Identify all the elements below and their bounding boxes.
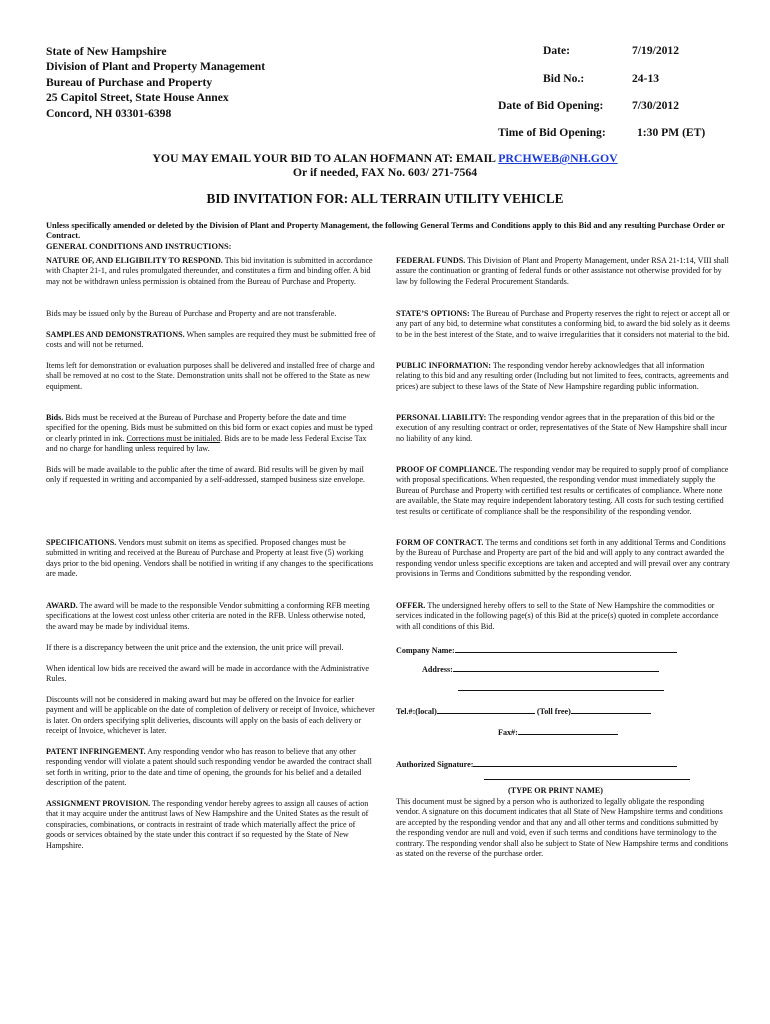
- bids-heading: Bids.: [46, 413, 64, 422]
- samples-text: When samples are required they must be submitted free of costs and will not be returned.: [46, 330, 376, 350]
- patent-text: Any responding vendor who has reason to believe that any other responding vendor will violate a patent should such responding vendor be awarded the contract shall set forth in writing, prior to the date and time of opening, the grounds for his belief and a detailed description of the patent.: [46, 747, 372, 788]
- assignment-section: [46, 799, 376, 851]
- fax-line-input[interactable]: [518, 726, 618, 735]
- general-conditions-heading: GENERAL CONDITIONS AND INSTRUCTIONS:: [46, 241, 232, 251]
- samples-section: [46, 330, 376, 351]
- identical-bids-text: When identical low bids are received the award will be made in accordance with the Administrative Rules.: [46, 664, 369, 684]
- agency-line-state: State of New Hampshire: [46, 45, 167, 58]
- company-name-label: Company Name:: [396, 646, 455, 655]
- award-heading: AWARD.: [46, 601, 78, 610]
- tel-local-label: Tel.#:(local): [396, 707, 437, 716]
- bids-issued-text: Bids may be issued only by the Bureau of Purchase and Property and are not transferable.: [46, 309, 337, 318]
- fax-field[interactable]: [498, 726, 618, 737]
- personal-liability-section: [396, 413, 730, 444]
- tel-tollfree-line[interactable]: [571, 705, 651, 714]
- form-of-contract-heading: FORM OF CONTRACT.: [396, 538, 484, 547]
- federal-funds-text: This Division of Plant and Property Management, under RSA 21-1:14, VIII shall assure the continuation or granting of federal funds or other assistance not otherwise provided for by law by following the Federal Procurement Standards.: [396, 256, 729, 286]
- bids-text-2: . Bids are to be made less Federal Excise Tax and no charge for handling unless required by law.: [46, 433, 367, 454]
- personal-liability-heading: PERSONAL LIABILITY:: [396, 413, 487, 422]
- assignment-heading: ASSIGNMENT PROVISION.: [46, 799, 151, 808]
- tel-tollfree-label: (Toll free): [536, 707, 571, 716]
- authorized-signature-label: Authorized Signature:: [396, 760, 474, 769]
- bid-opening-time-label: Time of Bid Opening:: [498, 126, 606, 139]
- authorized-signature-line[interactable]: [473, 758, 677, 767]
- email-instruction-text: YOU MAY EMAIL YOUR BID TO ALAN HOFMANN AT: EMAIL: [152, 151, 499, 165]
- bid-opening-time-value: 1:30 PM (ET): [637, 126, 706, 139]
- email-instruction: [0, 151, 770, 166]
- authorized-signature-field[interactable]: [396, 758, 677, 769]
- nature-text: This bid invitation is submitted in accordance with Chapter 21-1, and rules promulgated thereunder, and constitutes a firm and binding offer. A bid may not be withdrawn unless permission is obtained from the Bureau of Purchase and Property.: [46, 256, 373, 286]
- bid-opening-date-value: 7/30/2012: [632, 99, 680, 112]
- public-information-heading: PUBLIC INFORMATION:: [396, 361, 491, 370]
- bids-corrections-text: Corrections must be initialed: [126, 433, 221, 443]
- form-of-contract-text: The terms and conditions set forth in any additional Terms and Conditions by the Bureau of Purchase and Property are part of the bid and will apply to any contract awarded the responding vendor unless specific exceptions are taken and accepted and will prevail over any contrary provisions in Terms and Conditions submitted by the responding vendor.: [396, 538, 730, 579]
- date-label: Date:: [543, 44, 571, 57]
- proof-of-compliance-heading: PROOF OF COMPLIANCE.: [396, 465, 498, 474]
- items-left-text: Items left for demonstration or evaluation purposes shall be delivered and installed free of charge and shall be removed at no cost to the State. Demonstration units shall not be offered to the State as new equipment.: [46, 361, 375, 391]
- patent-section: [46, 747, 376, 789]
- signature-notice-text: This document must be signed by a person who is authorized to legally obligate the responding vendor. A signature on this document indicates that all State of New Hampshire terms and conditions are accepted by the responding vendor and that any and all other terms and conditions submitted by the responding vendor are null and void, even if such terms and conditions have terminology to the contrary. The responding vendor shall also be subject to State of New Hampshire terms and conditions as stated on the reverse of the purchase order.: [396, 797, 728, 859]
- specifications-heading: SPECIFICATIONS.: [46, 538, 117, 547]
- address-line-1[interactable]: [453, 663, 659, 672]
- printed-name-line[interactable]: [484, 779, 690, 780]
- general-notice: [46, 221, 734, 252]
- notice-text: Unless specifically amended or deleted by the Division of Plant and Property Management, the following General Terms and Conditions apply to this Bid and any resulting Purchase Order or Contract.: [46, 221, 725, 241]
- offer-text: The undersigned hereby offers to sell to the State of New Hampshire the commodities or services indicated in the following page(s) of this Bid at the price(s) quoted in complete accordance with all conditions of this Bid.: [396, 601, 719, 631]
- assignment-text: The responding vendor hereby agrees to assign all causes of action that it may acquire under the antitrust laws of New Hampshire and the United States as the result of conspiracies, combinations, or contracts in restraint of trade which materially affect the price of goods or services obtained by the state under this contract if so requested by the State of New Hampshire.: [46, 799, 369, 850]
- specifications-text: Vendors must submit on items as specified. Proposed changes must be submitted in writing and received at the Bureau of Purchase and Property at least five (5) working days prior to the bid opening. Vendors shall be notified in writing if any changes to the specifications are made.: [46, 538, 374, 579]
- offer-heading: OFFER.: [396, 601, 426, 610]
- company-name-field[interactable]: [396, 644, 677, 655]
- award-section: [46, 601, 376, 632]
- agency-line-street: 25 Capitol Street, State House Annex: [46, 91, 229, 105]
- specifications-section: [46, 538, 376, 580]
- agency-line-division: Division of Plant and Property Management: [46, 60, 266, 74]
- agency-address: [46, 44, 265, 121]
- type-print-name-label: (TYPE OR PRINT NAME): [508, 786, 603, 795]
- offer-section: [396, 601, 730, 632]
- bid-no-value: 24-13: [632, 72, 660, 85]
- address-field[interactable]: [422, 663, 659, 674]
- states-options-section: [396, 309, 730, 340]
- personal-liability-text: The responding vendor agrees that in the preparation of this bid or the execution of any resulting contract or order, representatives of the State of New Hampshire shall incur no liability of any kind.: [396, 413, 727, 443]
- address-line-2[interactable]: [458, 690, 664, 691]
- form-of-contract-section: [396, 538, 730, 580]
- telephone-field[interactable]: [396, 705, 651, 716]
- bid-no-label: Bid No.:: [543, 72, 585, 85]
- federal-funds-heading: FEDERAL FUNDS.: [396, 256, 466, 265]
- agency-line-city: Concord, NH 03301-6398: [46, 106, 172, 120]
- discounts-text: Discounts will not be considered in making award but may be offered on the Invoice for earlier payment and will be applicable on the date of completion of delivery or receipt of Invoice, whichever is later. On orders specifying split deliveries, discounts will apply on the basis of each delivery or receipt of Invoice, whichever is later.: [46, 695, 375, 736]
- bid-opening-date-label: Date of Bid Opening:: [498, 99, 604, 112]
- bids-public-text: Bids will be made available to the public after the time of award. Bid results will be given by mail only if requested in writing and accompanied by a self-addressed, stamped business size envelope.: [46, 465, 365, 485]
- public-information-text: The responding vendor hereby acknowledges that all information relating to this bid and any resulting order (Including but not limited to fees, contracts, agreements and prices) are subject to these laws of the State of New Hampshire regarding public information.: [396, 361, 729, 391]
- nature-heading: NATURE OF, AND ELIGIBILITY TO RESPOND.: [46, 256, 223, 265]
- fax-label: Fax#:: [498, 728, 518, 737]
- tel-local-line[interactable]: [437, 705, 535, 714]
- federal-funds-section: [396, 256, 730, 287]
- fax-line: Or if needed, FAX No. 603/ 271-7564: [292, 165, 478, 179]
- date-value: 7/19/2012: [632, 44, 680, 57]
- proof-of-compliance-section: [396, 465, 730, 517]
- public-information-section: [396, 361, 730, 392]
- proof-of-compliance-text: The responding vendor may be required to supply proof of compliance with proposal specifications. When requested, the responding vendor must immediately supply the Bureau of Purchase and Property with certified test results or certificates of compliance. Where none are available, the State may require independent laboratory testing. All costs for such testing certified test results or certificate of compliance shall be the responsibility of the responding vendor.: [396, 465, 729, 516]
- award-text: The award will be made to the responsible Vendor submitting a conforming RFB meeting specifications at the lowest cost unless other criteria are noted in the RFB. Unless otherwise noted, the award may be made by individual items.: [46, 601, 370, 631]
- agency-line-bureau: Bureau of Purchase and Property: [46, 75, 213, 89]
- bids-section: [46, 413, 376, 455]
- discrepancy-text: If there is a discrepancy between the unit price and the extension, the unit price will prevail.: [46, 643, 344, 652]
- samples-heading: SAMPLES AND DEMONSTRATIONS.: [46, 330, 185, 339]
- states-options-text: The Bureau of Purchase and Property reserves the right to reject or accept all or any part of any bid, to determine what constitutes a conforming bid, to award the bid solely as it deems to be in the best interest of the State, and to waive irregularities that it considers not material to the bid.: [396, 309, 730, 339]
- address-label: Address:: [422, 665, 453, 674]
- patent-heading: PATENT INFRINGEMENT.: [46, 747, 146, 756]
- bids-text-1: Bids must be received at the Bureau of Purchase and Property before the date and time specified for the opening. Bids must be submitted on this bid form or exact copies and must be typed or clearly printed in ink.: [46, 413, 373, 443]
- bid-title: BID INVITATION FOR: ALL TERRAIN UTILITY VEHICLE: [206, 191, 564, 206]
- states-options-heading: STATE’S OPTIONS:: [396, 309, 470, 318]
- nature-section: [46, 256, 376, 287]
- email-link[interactable]: PRCHWEB@NH.GOV: [498, 151, 618, 165]
- company-name-line[interactable]: [455, 644, 677, 653]
